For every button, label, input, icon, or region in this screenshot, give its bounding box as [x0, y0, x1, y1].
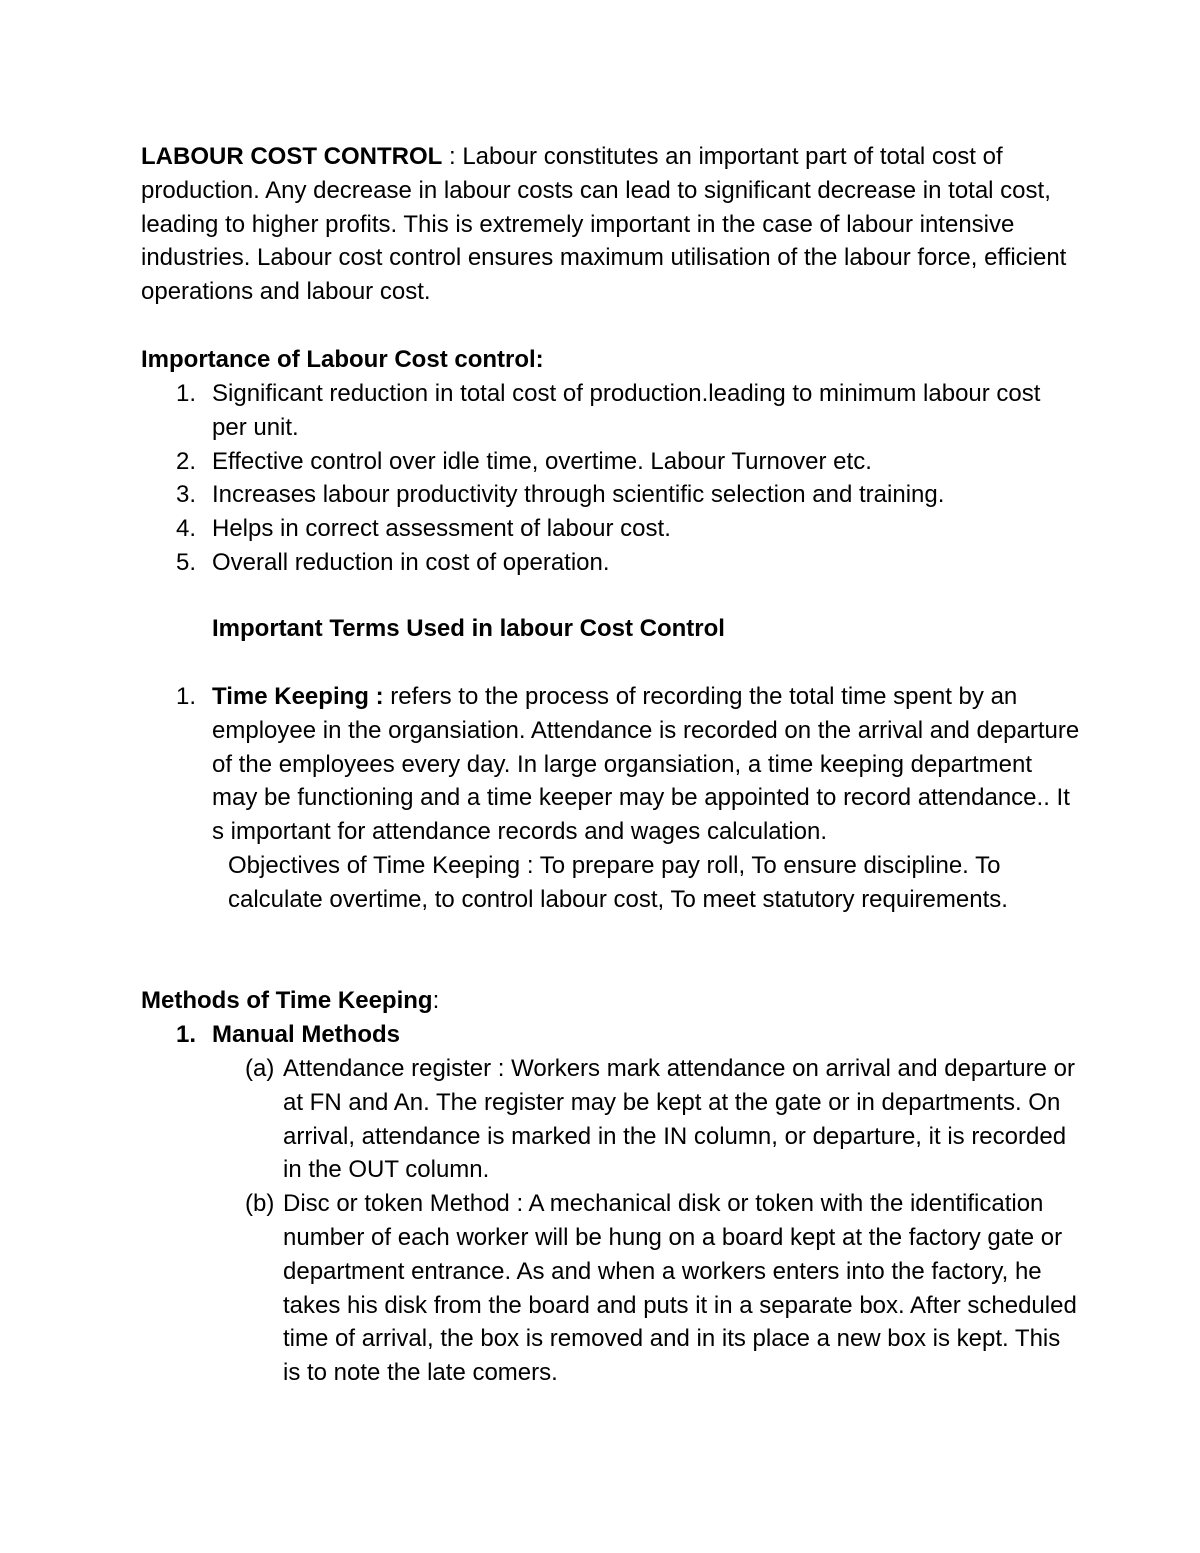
sub-list-text: Disc or token Method : A mechanical disk or token with the identification number of each worker will be hung on a board kept at the factory gate or department entrance. As and when a workers enters into the factory, he takes his disk from the board and puts it in a separate box. After scheduled time of arrival, the box is removed and in its place a new box is kept. This is to note the late comers. [283, 1190, 1077, 1387]
list-item [141, 377, 1081, 445]
importance-list [141, 377, 1081, 580]
terms-heading: Important Terms Used in labour Cost Control [212, 615, 725, 642]
list-text: Effective control over idle time, overtime. Labour Turnover etc. [212, 447, 872, 475]
terms-list [141, 680, 1081, 917]
list-item [141, 512, 1081, 546]
term-objectives: Objectives of Time Keeping : To prepare pay roll, To ensure discipline. To calculate overtime, to control labour cost, To meet statutory requirements. [228, 851, 1008, 913]
methods-list [141, 1018, 1081, 1052]
list-number: 2. [176, 447, 197, 475]
term-text: refers to the process of recording the total time spent by an employee in the organsiation. Attendance is recorded on the arrival and departure of the employees every day. In large organsiation, a time keeping department may be functioning and a time keeper may be appointed to record attendance.. It s important for attendance records and wages calculation. [212, 683, 1080, 846]
list-number: 1. [176, 380, 197, 407]
list-number: 1. [176, 1021, 197, 1048]
sub-list-item [141, 1187, 1081, 1390]
list-number: 5. [176, 548, 197, 576]
list-item [141, 478, 1081, 512]
list-item [141, 445, 1081, 479]
list-number: 3. [176, 481, 197, 509]
intro-text: : Labour constitutes an important part of total cost of production. Any decrease in labour costs can lead to significant decrease in total cost, leading to higher profits. This is extremely important in the case of labour intensive industries. Labour cost control ensures maximum utilisation of the labour force, efficient operations and labour cost. [141, 143, 1067, 306]
list-number: 4. [176, 515, 197, 543]
list-item [141, 546, 1081, 580]
methods-heading-line [141, 984, 1081, 1018]
sub-list-label: (b) [245, 1190, 275, 1218]
list-item [141, 1018, 1081, 1052]
methods-sublist [141, 1052, 1081, 1390]
list-item [141, 680, 1081, 917]
sub-list-item [141, 1052, 1081, 1187]
methods-heading: Methods of Time Keeping [141, 987, 433, 1014]
list-text: Increases labour productivity through scientific selection and training. [212, 481, 945, 509]
list-text: Helps in correct assessment of labour cost. [212, 515, 671, 543]
intro-paragraph [141, 140, 1081, 309]
term-name: Time Keeping : [212, 683, 384, 710]
sub-list-label: (a) [245, 1055, 275, 1082]
importance-heading: Importance of Labour Cost control: [141, 346, 544, 373]
methods-heading-suffix: : [432, 987, 440, 1014]
intro-term: LABOUR COST CONTROL [141, 143, 443, 170]
list-text: Overall reduction in cost of operation. [212, 548, 610, 576]
method-title: Manual Methods [212, 1021, 401, 1048]
sub-list-text: Attendance register : Workers mark attendance on arrival and departure or at FN and An. The register may be kept at the gate or in departments. On arrival, attendance is marked in the IN column, or departure, it is recorded in the OUT column. [283, 1055, 1075, 1184]
list-number: 1. [176, 683, 197, 710]
list-text: Significant reduction in total cost of production.leading to minimum labour cost per unit. [212, 380, 1041, 441]
